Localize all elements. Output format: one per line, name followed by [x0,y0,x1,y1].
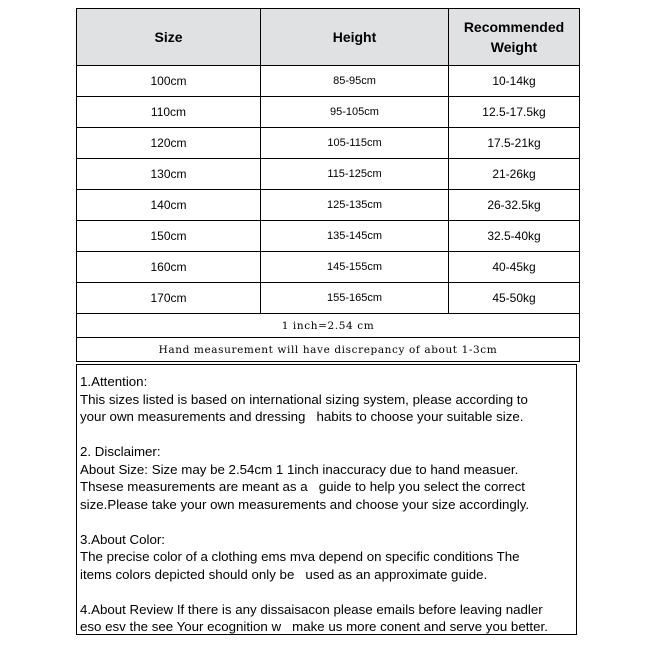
table-row [77,252,580,283]
table-row [77,221,580,252]
review-section [80,601,576,636]
cell-size: 140cm [77,190,261,221]
color-line: The precise color of a clothing ems mva depend on specific conditions The [80,549,520,564]
header-weight-line2: Weight [490,39,538,55]
table-row [77,128,580,159]
discrepancy-note: Hand measurement will have discrepancy of about 1-3cm [77,338,580,362]
attention-title: 1.Attention: [80,374,148,389]
cell-weight: 10-14kg [449,66,580,97]
cell-size: 150cm [77,221,261,252]
cell-weight: 17.5-21kg [449,128,580,159]
cell-size: 100cm [77,66,261,97]
attention-section [80,373,576,426]
cell-weight: 26-32.5kg [449,190,580,221]
cell-size: 160cm [77,252,261,283]
disclaimer-line: Thsese measurements are meant as a guide to help you select the correct [80,479,525,494]
table-header-row [77,9,580,66]
attention-line: This sizes listed is based on international sizing system, please according to [80,391,528,407]
table-row [77,190,580,221]
header-weight-line1: Recommended [463,19,565,35]
cell-weight: 21-26kg [449,159,580,190]
cell-height: 125-135cm [261,190,449,221]
cell-height: 115-125cm [261,159,449,190]
disclaimer-section [80,443,576,513]
table-row [77,283,580,314]
discrepancy-note-row [77,338,580,362]
table-row [77,159,580,190]
color-line: items colors depicted should only be used as an approximate guide. [80,566,488,582]
review-line: 4.About Review If there is any dissaisacon please emails before leaving nadler [80,601,543,617]
table-row [77,66,580,97]
cell-size: 170cm [77,283,261,314]
cell-weight: 45-50kg [449,283,580,314]
cell-height: 145-155cm [261,252,449,283]
cell-height: 85-95cm [261,66,449,97]
cell-weight: 40-45kg [449,252,580,283]
cell-height: 135-145cm [261,221,449,252]
cell-size: 130cm [77,159,261,190]
cell-height: 105-115cm [261,128,449,159]
disclaimer-title: 2. Disclaimer: [80,444,161,459]
inch-note: 1 inch=2.54 cm [77,314,580,338]
attention-line: your own measurements and dressing habits to choose your suitable size. [80,409,524,424]
review-line: eso esv the see Your ecognition w make us more conent and serve you better. [80,619,548,634]
inch-note-row [77,314,580,338]
size-table [76,8,580,362]
cell-weight: 12.5-17.5kg [449,97,580,128]
notes-box [76,364,577,635]
disclaimer-line: About Size: Size may be 2.54cm 1 1inch inaccuracy due to hand measuer. [80,461,519,477]
color-title: 3.About Color: [80,531,166,547]
color-section [80,531,576,584]
disclaimer-line: size.Please take your own measurements and choose your size accordingly. [80,496,530,512]
header-recommended-weight [449,9,580,66]
cell-weight: 32.5-40kg [449,221,580,252]
cell-height: 95-105cm [261,97,449,128]
size-chart [76,8,579,636]
cell-size: 120cm [77,128,261,159]
header-size: Size [77,9,261,66]
table-row [77,97,580,128]
cell-size: 110cm [77,97,261,128]
header-height: Height [261,9,449,66]
cell-height: 155-165cm [261,283,449,314]
